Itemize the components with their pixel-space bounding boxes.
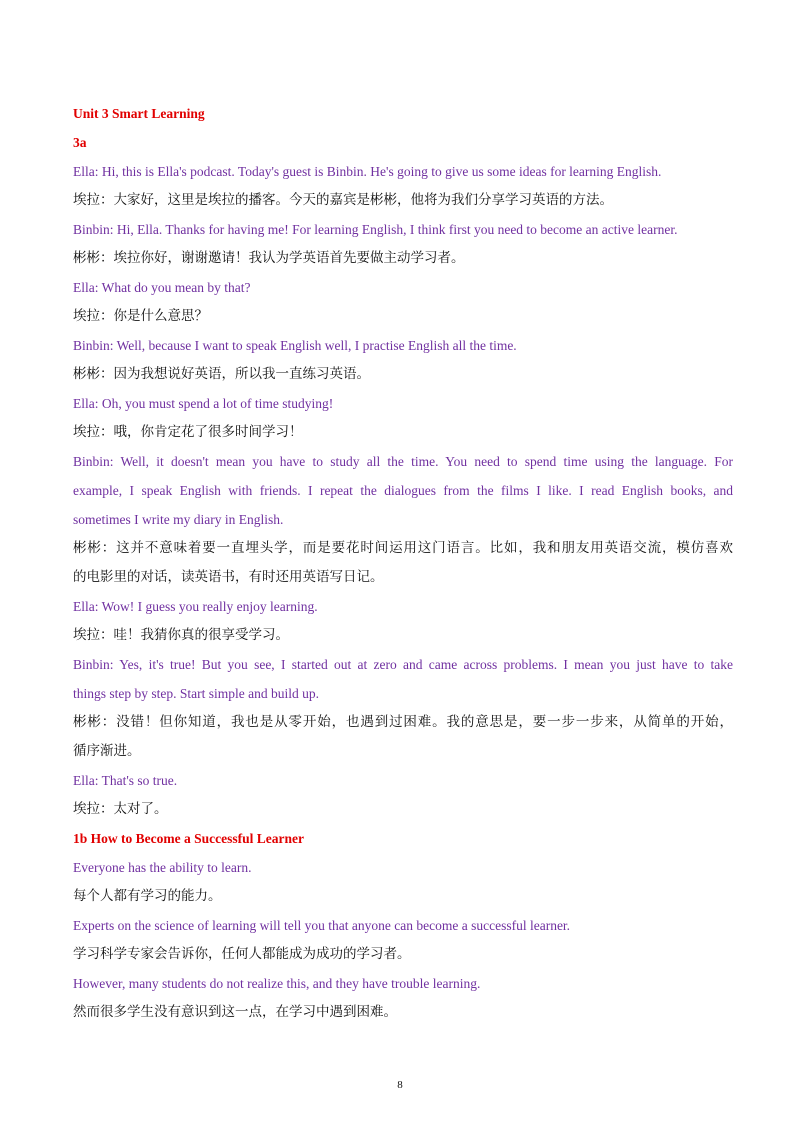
dialogue-line: Ella: Wow! I guess you really enjoy learning. xyxy=(73,599,318,614)
passage-sentence: Experts on the science of learning will tell you that anyone can become a successful learner. xyxy=(73,918,571,933)
dialogue-translation-wrapped: 彬彬：这并不意味着要一直埋头学，而是要花时间运用这门语言。比如，我和朋友用英语交流，模仿喜欢 xyxy=(73,540,733,556)
dialogue-translation: 埃拉：你是什么意思？ xyxy=(73,308,208,324)
section-1b-title: 1b How to Become a Successful Learner xyxy=(73,831,304,846)
dialogue-translation: 埃拉：大家好，这里是埃拉的播客。今天的嘉宾是彬彬，他将为我们分享学习英语的方法。 xyxy=(73,192,613,208)
passage-sentence: Everyone has the ability to learn. xyxy=(73,860,252,875)
dialogue-line: Binbin: Hi, Ella. Thanks for having me! For learning English, I think first you need to become an active learner. xyxy=(73,222,678,237)
passage-sentence: However, many students do not realize this, and they have trouble learning. xyxy=(73,976,481,991)
dialogue-line-wrapped: Binbin: Well, it doesn't mean you have to study all the time. You need to spend time using the language. For xyxy=(73,454,733,469)
dialogue-translation: 彬彬：埃拉你好，谢谢邀请！我认为学英语首先要做主动学习者。 xyxy=(73,250,465,266)
dialogue-line-wrapped: sometimes I write my diary in English. xyxy=(73,512,284,527)
dialogue-translation: 埃拉：哦，你肯定花了很多时间学习！ xyxy=(73,424,303,440)
dialogue-line-wrapped: example, I speak English with friends. I repeat the dialogues from the films I like. I read English books, and xyxy=(73,483,733,498)
passage-translation: 学习科学专家会告诉你，任何人都能成为成功的学习者。 xyxy=(73,946,411,962)
dialogue-translation: 彬彬：因为我想说好英语，所以我一直练习英语。 xyxy=(73,366,370,382)
dialogue-translation-wrapped: 的电影里的对话，读英语书，有时还用英语写日记。 xyxy=(73,569,384,585)
passage-translation: 每个人都有学习的能力。 xyxy=(73,888,222,904)
dialogue-line: Ella: That's so true. xyxy=(73,773,178,788)
dialogue-translation: 埃拉：太对了。 xyxy=(73,801,168,817)
section-3a-label: 3a xyxy=(73,135,87,150)
document-body xyxy=(73,99,733,1027)
dialogue-translation-wrapped: 彬彬：没错！但你知道，我也是从零开始，也遇到过困难。我的意思是，要一步一步来，从简单的开始， xyxy=(73,714,733,730)
passage-translation: 然而很多学生没有意识到这一点，在学习中遇到困难。 xyxy=(73,1004,397,1020)
page-number: 8 xyxy=(397,1079,403,1091)
dialogue-line: Ella: What do you mean by that? xyxy=(73,280,251,295)
dialogue-translation-wrapped: 循序渐进。 xyxy=(73,743,141,759)
unit-title: Unit 3 Smart Learning xyxy=(73,106,205,121)
dialogue-translation: 埃拉：哇！我猜你真的很享受学习。 xyxy=(73,627,289,643)
dialogue-line: Ella: Oh, you must spend a lot of time studying! xyxy=(73,396,334,411)
dialogue-line: Binbin: Well, because I want to speak English well, I practise English all the time. xyxy=(73,338,517,353)
dialogue-line-wrapped: things step by step. Start simple and build up. xyxy=(73,686,319,701)
dialogue-line-wrapped: Binbin: Yes, it's true! But you see, I started out at zero and came across problems. I mean you just have to take xyxy=(73,657,733,672)
dialogue-line: Ella: Hi, this is Ella's podcast. Today's guest is Binbin. He's going to give us some ideas for learning English. xyxy=(73,164,662,179)
